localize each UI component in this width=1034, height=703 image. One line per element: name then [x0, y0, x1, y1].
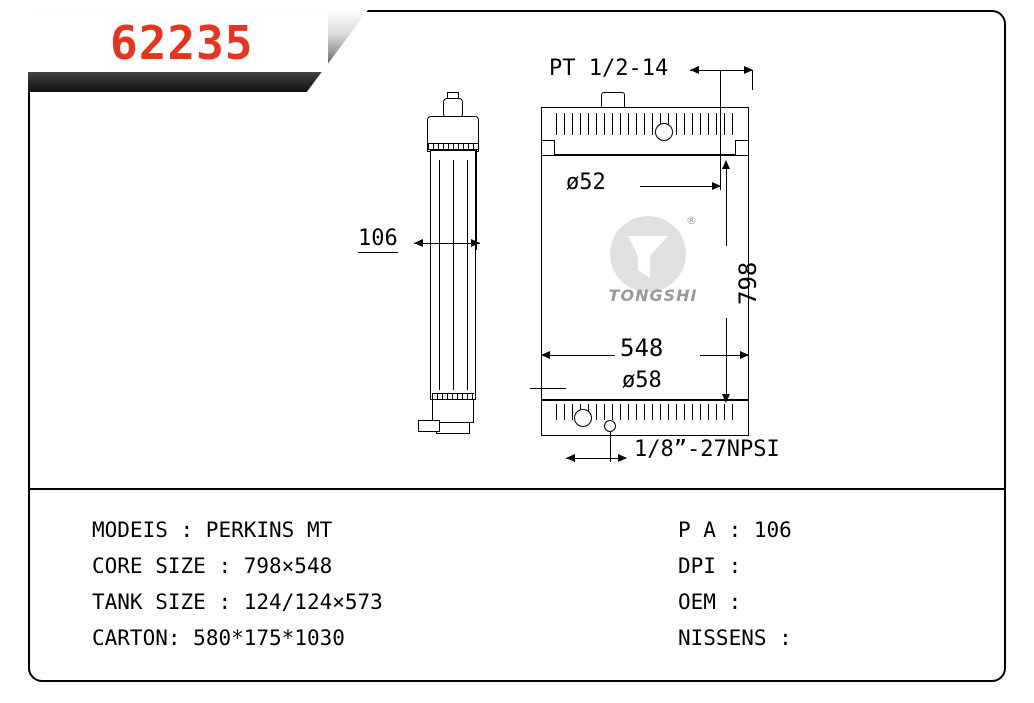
spec-label-dpi: DPI [678, 554, 716, 578]
depth-ext-line-left [430, 150, 431, 250]
spec-value-model: PERKINS MT [205, 518, 333, 542]
side-view-top-fin-band [428, 143, 478, 150]
spec-row-carton [92, 626, 345, 650]
width-dim-line-left [541, 355, 615, 356]
width-arrow-left [541, 351, 550, 359]
spec-sep-model: : [167, 518, 206, 542]
outlet-diameter-label: ø58 [622, 368, 662, 393]
height-dim-line-upper [726, 168, 727, 246]
inlet-thread-ext-line [720, 70, 721, 190]
spec-row-tank-size [92, 590, 383, 614]
part-number: 62235 [110, 16, 254, 70]
height-dim-line-lower [726, 318, 727, 396]
depth-arrow-left [414, 239, 423, 247]
drain-arrow-right [618, 454, 627, 462]
front-view-bracket-left [541, 140, 555, 156]
spec-label-carton: CARTON: [92, 626, 181, 650]
front-view-inlet-hole [655, 123, 673, 141]
height-arrow-up [722, 160, 730, 169]
spec-sep-pa: : [715, 518, 754, 542]
side-view-core-line-middle [453, 160, 454, 390]
side-view-core-line-left [439, 160, 440, 390]
spec-label-tank-size: TANK SIZE [92, 590, 206, 614]
height-arrow-down [722, 394, 730, 403]
outlet-leader-line [530, 388, 566, 389]
spec-sep-carton [181, 626, 194, 650]
spec-row-oem [678, 590, 741, 614]
depth-dim-label: 106 [358, 226, 398, 251]
inlet-thread-ext-line-2 [752, 70, 753, 90]
frame-divider [29, 488, 1005, 490]
watermark-brand: TONGSHI [608, 286, 698, 305]
width-arrow-right [740, 351, 749, 359]
spec-value-pa: 106 [753, 518, 792, 542]
spec-sep-oem: : [715, 590, 742, 614]
spec-sep-nissens: : [766, 626, 792, 650]
side-view-bottom-outlet [436, 422, 470, 434]
spec-label-model: MODEIS [92, 518, 168, 542]
inlet-thread-leader [690, 70, 752, 71]
inlet-thread-arrow-left [690, 66, 699, 74]
drawing-frame [28, 10, 1006, 682]
front-view-top-fins [556, 113, 734, 135]
spec-label-pa: P A [678, 518, 716, 542]
inlet-diameter-dim-line [640, 186, 720, 187]
spec-row-pa [678, 518, 792, 542]
side-view-core-line-right [467, 160, 468, 390]
front-view-bracket-right [735, 140, 749, 156]
spec-value-core-size: 798×548 [243, 554, 333, 578]
spec-label-nissens: NISSENS [678, 626, 767, 650]
spec-row-core-size [92, 554, 332, 578]
side-view-filler-cap [443, 98, 463, 118]
drain-thread-label: 1/8”-27NPSI [634, 437, 780, 462]
drain-arrow-left [566, 454, 575, 462]
inlet-thread-label: PT 1/2-14 [549, 56, 669, 81]
registered-mark: ® [686, 214, 697, 227]
inlet-diameter-label: ø52 [566, 170, 606, 195]
drain-dim-line [566, 458, 626, 459]
spec-sep-core-size: : [205, 554, 244, 578]
spec-label-oem: OEM [678, 590, 716, 614]
spec-row-nissens [678, 626, 792, 650]
spec-row-model [92, 518, 332, 542]
spec-label-core-size: CORE SIZE [92, 554, 206, 578]
inlet-diameter-arrow [712, 182, 721, 190]
core-width-label: 548 [620, 334, 664, 362]
spec-sep-tank-size: : [205, 590, 244, 614]
front-view-outlet-hole [574, 409, 592, 427]
spec-row-dpi [678, 554, 741, 578]
spec-value-tank-size: 124/124×573 [243, 590, 383, 614]
front-view-inlet-neck [601, 92, 625, 108]
front-view-drain-hole [604, 420, 616, 432]
side-view-mounting-foot [418, 420, 440, 432]
spec-value-carton: 580*175*1030 [193, 626, 345, 650]
depth-ext-line-right [476, 150, 477, 250]
core-height-label: 798 [734, 261, 762, 305]
spec-sep-dpi: : [715, 554, 742, 578]
